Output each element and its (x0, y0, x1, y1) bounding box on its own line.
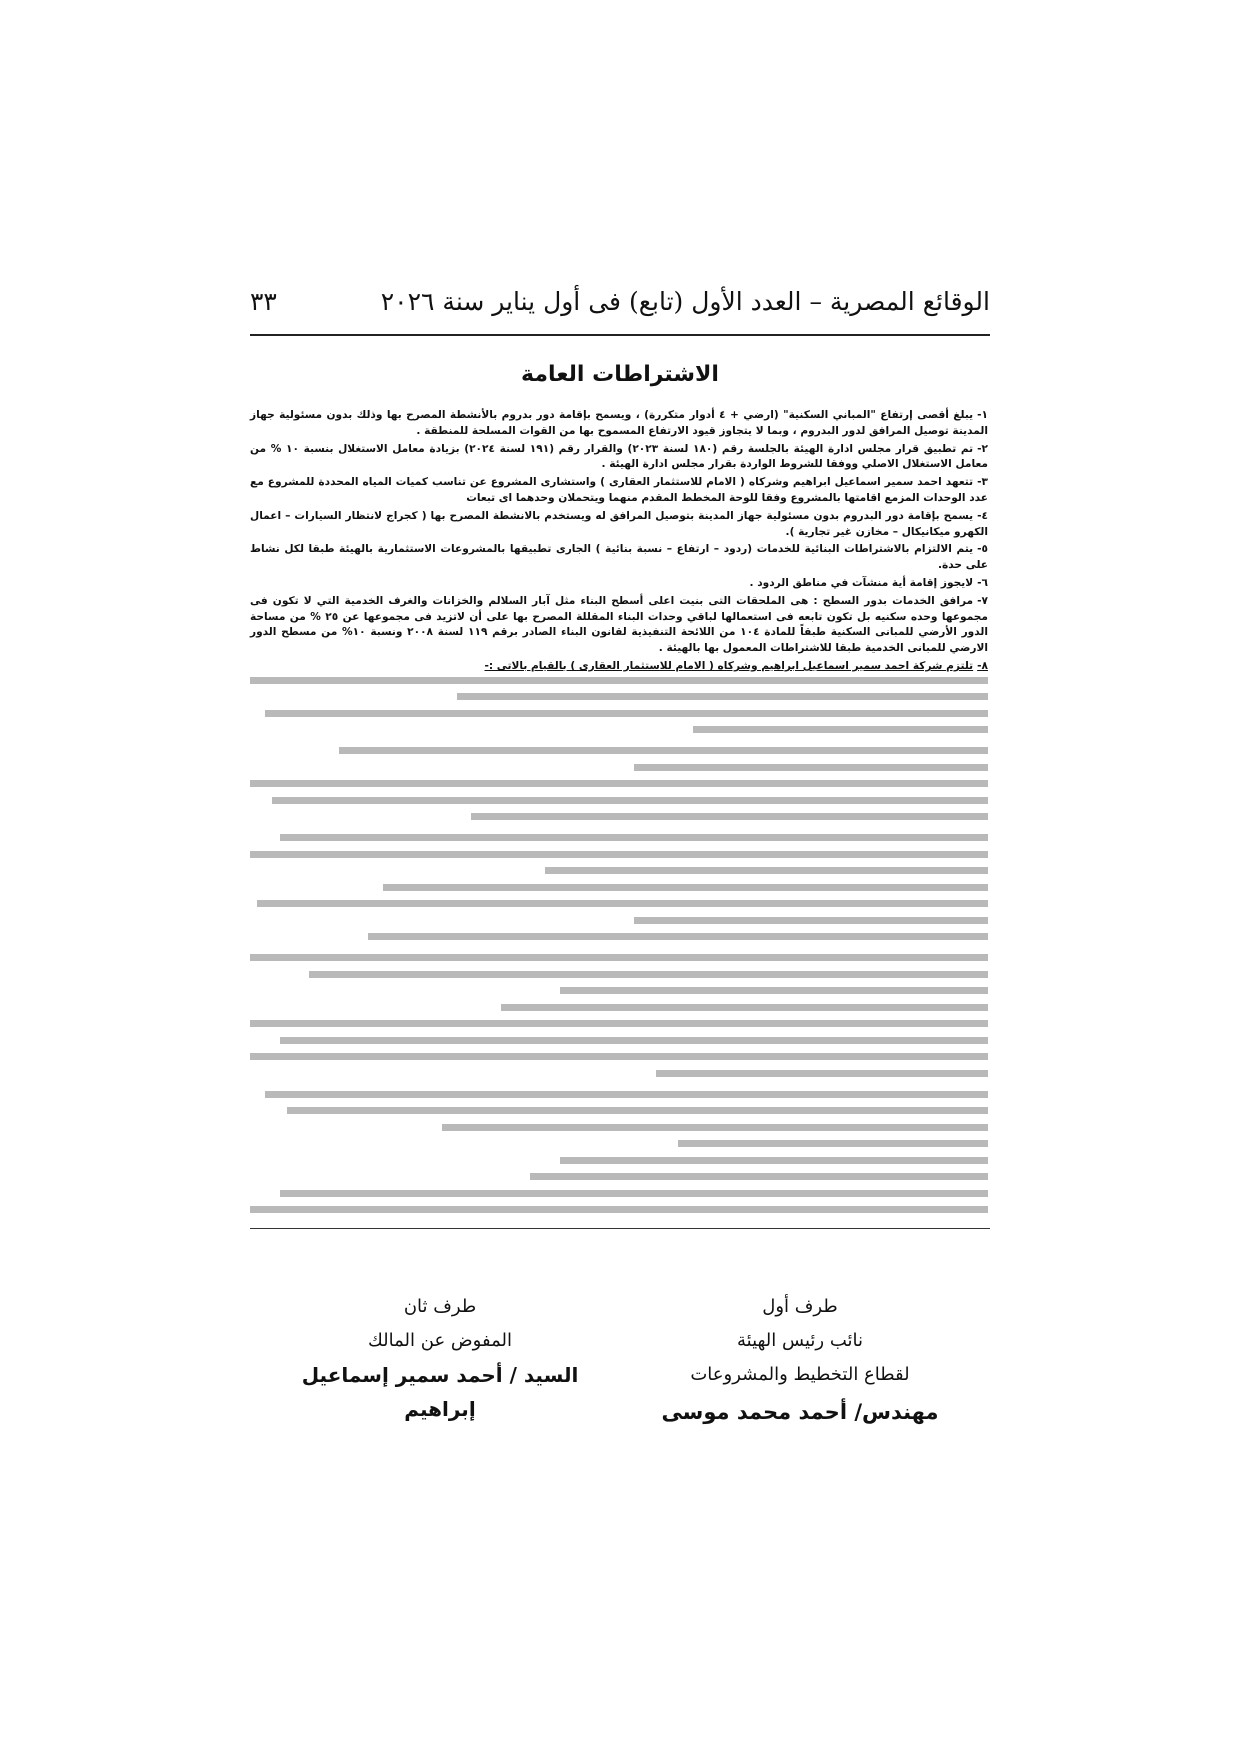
first-party-signature (650, 1290, 950, 1432)
first-party-label: طرف أول (762, 1296, 838, 1317)
second-party-signature (270, 1290, 610, 1426)
second-party-name: السيد / أحمد سمير إسماعيل إبراهيم (301, 1363, 579, 1421)
illegible-text-block (250, 677, 988, 1214)
condition-item-1: ١-يبلغ أقصى إرتفاع "المباني السكنية" (ارضي + ٤ أدوار متكررة) ، ويسمح بإقامة دور بدروم بالأنشطة المصرح بها وذلك بدون مسئولية جهاز المدينة توصيل المرافق لدور البدروم ، وبما لا يتجاوز قيود الارتفاع المسموح بها من القوات المسلحة للمنطقة . (250, 409, 988, 437)
first-party-sector: لقطاع التخطيط والمشروعات (690, 1364, 910, 1385)
page-number: ٣٣ (250, 287, 277, 316)
signature-block (250, 1290, 990, 1450)
section-divider (250, 1228, 990, 1229)
second-party-role: المفوض عن المالك (368, 1330, 512, 1351)
second-party-label: طرف ثان (403, 1296, 477, 1317)
condition-item-8: ٨-تلتزم شركة احمد سمير اسماعيل ابراهيم وشركاه ( الامام للاستثمار العقارى ) بالقيام بالاتى :- (484, 659, 988, 672)
condition-item-7: ٧-مرافق الخدمات بدور السطح : هى الملحقات التى بنيت اعلى أسطح البناء مثل آبار السلالم والخزانات والغرف الخدمية التي لا تكون فى مجموعها وحده سكنيه بل تكون تابعه فى استعمالها لباقي وحدات البناء المقللة المصرح بها على أن لاتزيد فى مجموعها عن ٢٥ % من مساحة الدور الأرضي للمبانى السكنية طبقاً للمادة ١٠٤ من اللائحة التنفيذية لقانون البناء الصادر برقم ١١٩ لسنة ٢٠٠٨ ونسبة ١٠% من مسطح الدور الارضي للمبانى الخدمية طبقا للاشتراطات المعمول بها بالهيئة . (250, 594, 988, 655)
condition-item-6: ٦-لايجوز إقامة أية منشآت في مناطق الردود . (749, 576, 988, 589)
document-title: الاشتراطات العامة (521, 362, 719, 387)
page-header (250, 282, 990, 336)
first-party-role: نائب رئيس الهيئة (737, 1330, 863, 1351)
conditions-list (250, 408, 988, 1223)
condition-item-2: ٢-تم تطبيق قرار مجلس ادارة الهيئة بالجلسة رقم (١٨٠ لسنة ٢٠٢٣) والقرار رقم (١٩١ لسنة ٢٠٢٤) بزيادة معامل الاستغلال بنسبة ١٠ % من معامل الاستغلال الاصلي ووفقا للشروط الواردة بقرار مجلس ادارة الهيئة . (250, 442, 989, 471)
condition-item-4: ٤-يسمح بإقامة دور البدروم بدون مسئولية جهاز المدينة بتوصيل المرافق له ويستخدم بالانشطة المصرح بها ( كجراج لانتظار السيارات – اعمال الكهرو ميكانيكال – مخازن غير تجارية ). (250, 509, 988, 538)
gazette-header-title: الوقائع المصرية – العدد الأول (تابع) فى أول يناير سنة ٢٠٢٦ (380, 287, 990, 316)
condition-item-3: ٣-تتعهد احمد سمير اسماعيل ابراهيم وشركاه ( الامام للاستثمار العقارى ) واستشارى المشروع عن تناسب كميات المياه المحددة للمشروع مع عدد الوحدات المزمع اقامتها بالمشروع وفقا للوحة المخطط المقدم منهما ويتحملان وحدهما اى تبعات (250, 476, 988, 504)
first-party-name: مهندس/ أحمد محمد موسى (661, 1400, 939, 1424)
condition-item-5: ٥-يتم الالتزام بالاشتراطات البنائية للخدمات (ردود – ارتفاع – نسبة بنائية ) الجارى تطبيقها بالمشروعات الاستثمارية بالهيئة طبقا لكل نشاط على حدة. (250, 543, 988, 572)
